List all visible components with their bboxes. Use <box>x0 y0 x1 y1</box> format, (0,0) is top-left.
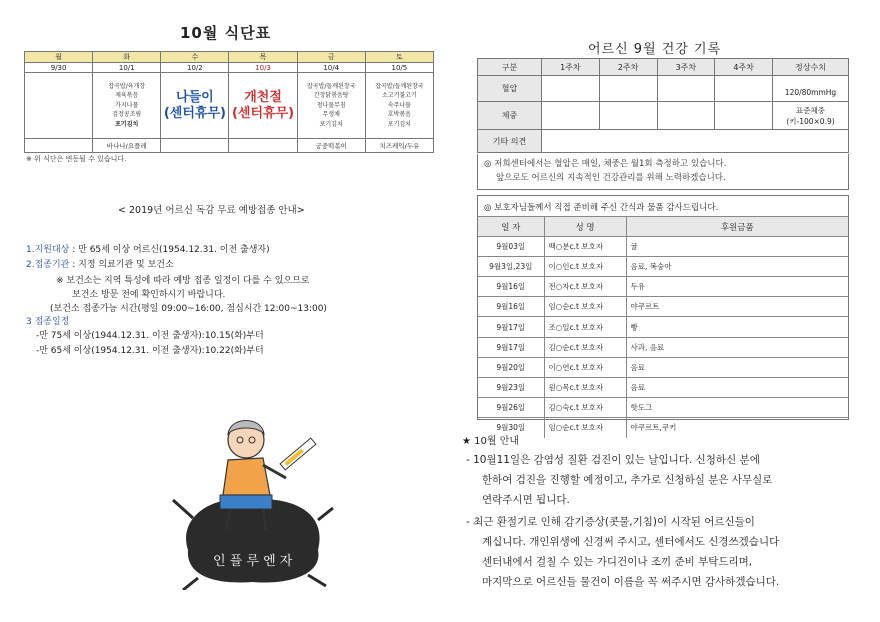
donor-table <box>478 216 848 438</box>
menu-day: 월 <box>25 52 93 63</box>
menu-date: 10/5 <box>365 63 433 73</box>
donor-header: 성 명 <box>544 217 626 237</box>
october-line: 한하여 검진을 진행할 예정이고, 추가로 신청하실 분은 사무실로 <box>482 474 773 486</box>
food-item: 잡곡밥/들깨된장국 <box>307 82 356 90</box>
menu-date: 10/4 <box>297 63 365 73</box>
food-item: 잡곡밥/들깨된장국 <box>375 82 424 90</box>
vaccination-org <box>26 257 174 270</box>
vaccination-note: (보건소 접종가능 시간(평일 09:00~16:00, 점심시간 12:00~13:00) <box>50 304 327 314</box>
october-line: 센터내에서 걸칠 수 있는 가디건이나 조끼 준비 부탁드리며, <box>482 556 753 568</box>
donor-name: 임○순c.t 보호자 <box>544 417 626 437</box>
donor-item: 귤 <box>626 237 848 257</box>
menu-snack <box>25 139 93 153</box>
food-item: 잡곡밥/육개장 <box>108 82 146 90</box>
donor-item: 두유 <box>626 277 848 297</box>
schedule-line: -만 75세 이상(1944.12.31. 이전 출생자):10.15(화)부터 <box>36 331 264 341</box>
table-row <box>478 257 848 277</box>
menu-snack <box>161 139 229 153</box>
table-row <box>478 397 848 417</box>
menu-food-cell <box>161 73 229 139</box>
health-header: 1주차 <box>542 59 600 76</box>
menu-note: ※ 위 식단은 변동될 수 있습니다. <box>26 155 127 163</box>
food-item: 제육볶음 <box>115 92 139 100</box>
donor-name: 원○목c.t 보호자 <box>544 377 626 397</box>
outing-label: 나들이 <box>176 89 214 105</box>
vaccination-note: ※ 보건소는 지역 특성에 따라 예방 접종 일정이 다를 수 있으므로 <box>56 276 310 286</box>
table-row <box>478 377 848 397</box>
food-item: 포기김치 <box>387 120 411 128</box>
schedule-label: 3 접종일정 <box>26 317 70 327</box>
health-row-label: 기타 의견 <box>478 130 542 153</box>
normal-value-text: 120/80mmHg <box>784 88 837 97</box>
schedule-line: -만 65세 이상(1954.12.31. 이전 출생자):10.22(화)부터 <box>36 346 264 356</box>
donor-name: 임○순c.t 보호자 <box>544 297 626 317</box>
table-row <box>478 297 848 317</box>
health-header: 2주차 <box>599 59 657 76</box>
donor-item: 음료 <box>626 377 848 397</box>
donor-date: 9월20일 <box>478 357 544 377</box>
menu-date: 9/30 <box>25 63 93 73</box>
outing-sub: (센터휴무) <box>163 105 226 121</box>
health-cell <box>657 76 715 102</box>
october-title: ★ 10월 안내 <box>462 436 520 447</box>
menu-date-holiday: 10/3 <box>229 63 297 73</box>
menu-day: 금 <box>297 52 365 63</box>
food-item: 소고기불고기 <box>382 92 417 100</box>
donor-name: 이○인c.t 보호자 <box>544 257 626 277</box>
menu-food-cell <box>297 73 365 139</box>
menu-food-cell <box>93 73 161 139</box>
food-item: 호박볶음 <box>387 111 411 119</box>
donor-date: 9월17일 <box>478 337 544 357</box>
holiday-sub: (센터휴무) <box>231 105 295 121</box>
menu-day: 목 <box>229 52 297 63</box>
donor-name: 이○연c.t 보호자 <box>544 357 626 377</box>
donor-header: 후원금품 <box>626 217 848 237</box>
food-item-bold: 포기김치 <box>115 120 139 128</box>
health-cell <box>599 76 657 102</box>
health-header: 정상수치 <box>773 59 849 76</box>
health-header: 3주차 <box>657 59 715 76</box>
menu-food-cell <box>25 73 93 139</box>
menu-food-cell <box>365 73 433 139</box>
health-cell <box>715 102 773 130</box>
donor-item: 빵 <box>626 317 848 337</box>
vaccination-note: 보건소 방문 전에 확인하시기 바랍니다. <box>72 290 226 300</box>
health-cell <box>657 102 715 130</box>
food-item: 청나물무침 <box>316 101 346 109</box>
menu-snack: 치즈케익/두유 <box>365 139 433 153</box>
normal-value-text: 표준체중 <box>796 105 825 115</box>
donor-item: 야쿠르트 <box>626 297 848 317</box>
october-line: - 최근 환절기로 인해 감기증상(콧물,기침)이 시작된 어르신들이 <box>466 516 755 528</box>
health-cell <box>715 76 773 102</box>
donor-date: 9월16일 <box>478 277 544 297</box>
health-note <box>477 154 849 190</box>
health-note-line: ◎ 저희센터에서는 혈압은 매일, 체중은 월1회 측정하고 있습니다. <box>484 159 727 169</box>
table-row <box>478 337 848 357</box>
donor-item: 사과, 음료 <box>626 337 848 357</box>
menu-snack: 궁중떡볶이 <box>297 139 365 153</box>
donor-date: 9월3일,23일 <box>478 257 544 277</box>
normal-value <box>773 102 849 130</box>
normal-value <box>773 76 849 102</box>
food-item: 무생채 <box>322 111 340 119</box>
health-comment-cell <box>542 130 849 153</box>
holiday-label: 개천절 <box>244 89 282 105</box>
health-header: 4주차 <box>715 59 773 76</box>
food-item: 가지나물 <box>115 101 139 109</box>
table-row <box>478 277 848 297</box>
target-label: 1.지원대상 <box>26 245 70 255</box>
october-line: - 10월11일은 감염성 질환 검진이 있는 날입니다. 신청하신 분에 <box>466 454 760 466</box>
org-value: : 지정 의료기관 및 보건소 <box>72 260 174 270</box>
donor-date: 9월30일 <box>478 417 544 437</box>
health-header: 구분 <box>478 59 542 76</box>
donor-date: 9월16일 <box>478 297 544 317</box>
donor-name: 김○순c.t 보호자 <box>544 337 626 357</box>
target-value: : 만 65세 이상 어르신(1954.12.31. 이전 출생자) <box>72 245 270 255</box>
menu-date: 10/1 <box>93 63 161 73</box>
flu-vaccine-illustration <box>168 400 338 590</box>
menu-day: 화 <box>93 52 161 63</box>
health-cell <box>599 102 657 130</box>
menu-table <box>24 51 434 153</box>
health-cell <box>542 76 600 102</box>
donor-item: 음료 <box>626 357 848 377</box>
menu-date: 10/2 <box>161 63 229 73</box>
donor-item: 음료, 복숭아 <box>626 257 848 277</box>
menu-snack <box>229 139 297 153</box>
donor-name: 조○일c.t 보호자 <box>544 317 626 337</box>
normal-value-text: (키-100×0.9) <box>786 116 835 126</box>
donor-item: 야쿠르트,쿠키 <box>626 417 848 437</box>
health-title: 어르신 9월 건강 기록 <box>588 42 722 57</box>
donor-date: 9월03일 <box>478 237 544 257</box>
donor-date: 9월26일 <box>478 397 544 417</box>
food-item: 간장닭볶음탕 <box>313 92 349 100</box>
donor-item: 핫도그 <box>626 397 848 417</box>
october-line: 마지막으로 어르신들 물건이 이름을 꼭 써주시면 감사하겠습니다. <box>482 576 780 588</box>
menu-title: 10월 식단표 <box>180 24 272 42</box>
food-item: 숙주나물 <box>387 101 411 109</box>
table-row <box>478 237 848 257</box>
health-cell <box>542 102 600 130</box>
table-row <box>478 317 848 337</box>
org-label: 2.접종기관 <box>26 260 70 270</box>
table-row <box>478 357 848 377</box>
food-item: 검정콩조림 <box>112 111 142 119</box>
illustration-text: 인 플 루 엔 자 <box>213 554 293 569</box>
donor-header: 일 자 <box>478 217 544 237</box>
health-row-label: 혈압 <box>478 76 542 102</box>
menu-day: 수 <box>161 52 229 63</box>
table-row <box>478 417 848 437</box>
vaccination-title: < 2019년 어르신 독감 무료 예방접종 안내> <box>118 205 305 216</box>
donor-name: 백○분c.t 보호자 <box>544 237 626 257</box>
donor-heading: ◎ 보호자님들께서 직접 준비해 주신 간식과 물품 감사드립니다. <box>484 203 719 213</box>
donor-date: 9월17일 <box>478 317 544 337</box>
october-line: 연락주시면 됩니다. <box>482 494 570 506</box>
food-item: 포기김치 <box>319 120 343 128</box>
donor-section <box>477 195 849 433</box>
health-note-line: 앞으로도 어르신의 지속적인 건강관리를 위해 노력하겠습니다. <box>496 173 726 183</box>
october-line: 계십니다. 개인위생에 신경써 주시고, 센터에서도 신경쓰겠습니다 <box>482 536 780 548</box>
menu-food-cell <box>229 73 297 139</box>
menu-snack: 바나나/요플레 <box>93 139 161 153</box>
vaccination-target <box>26 242 270 255</box>
menu-day: 토 <box>365 52 433 63</box>
donor-name: 전○자c.t 보호자 <box>544 277 626 297</box>
health-table <box>477 58 849 153</box>
donor-date: 9월23일 <box>478 377 544 397</box>
donor-name: 김○숙c.t 보호자 <box>544 397 626 417</box>
health-row-label: 체중 <box>478 102 542 130</box>
